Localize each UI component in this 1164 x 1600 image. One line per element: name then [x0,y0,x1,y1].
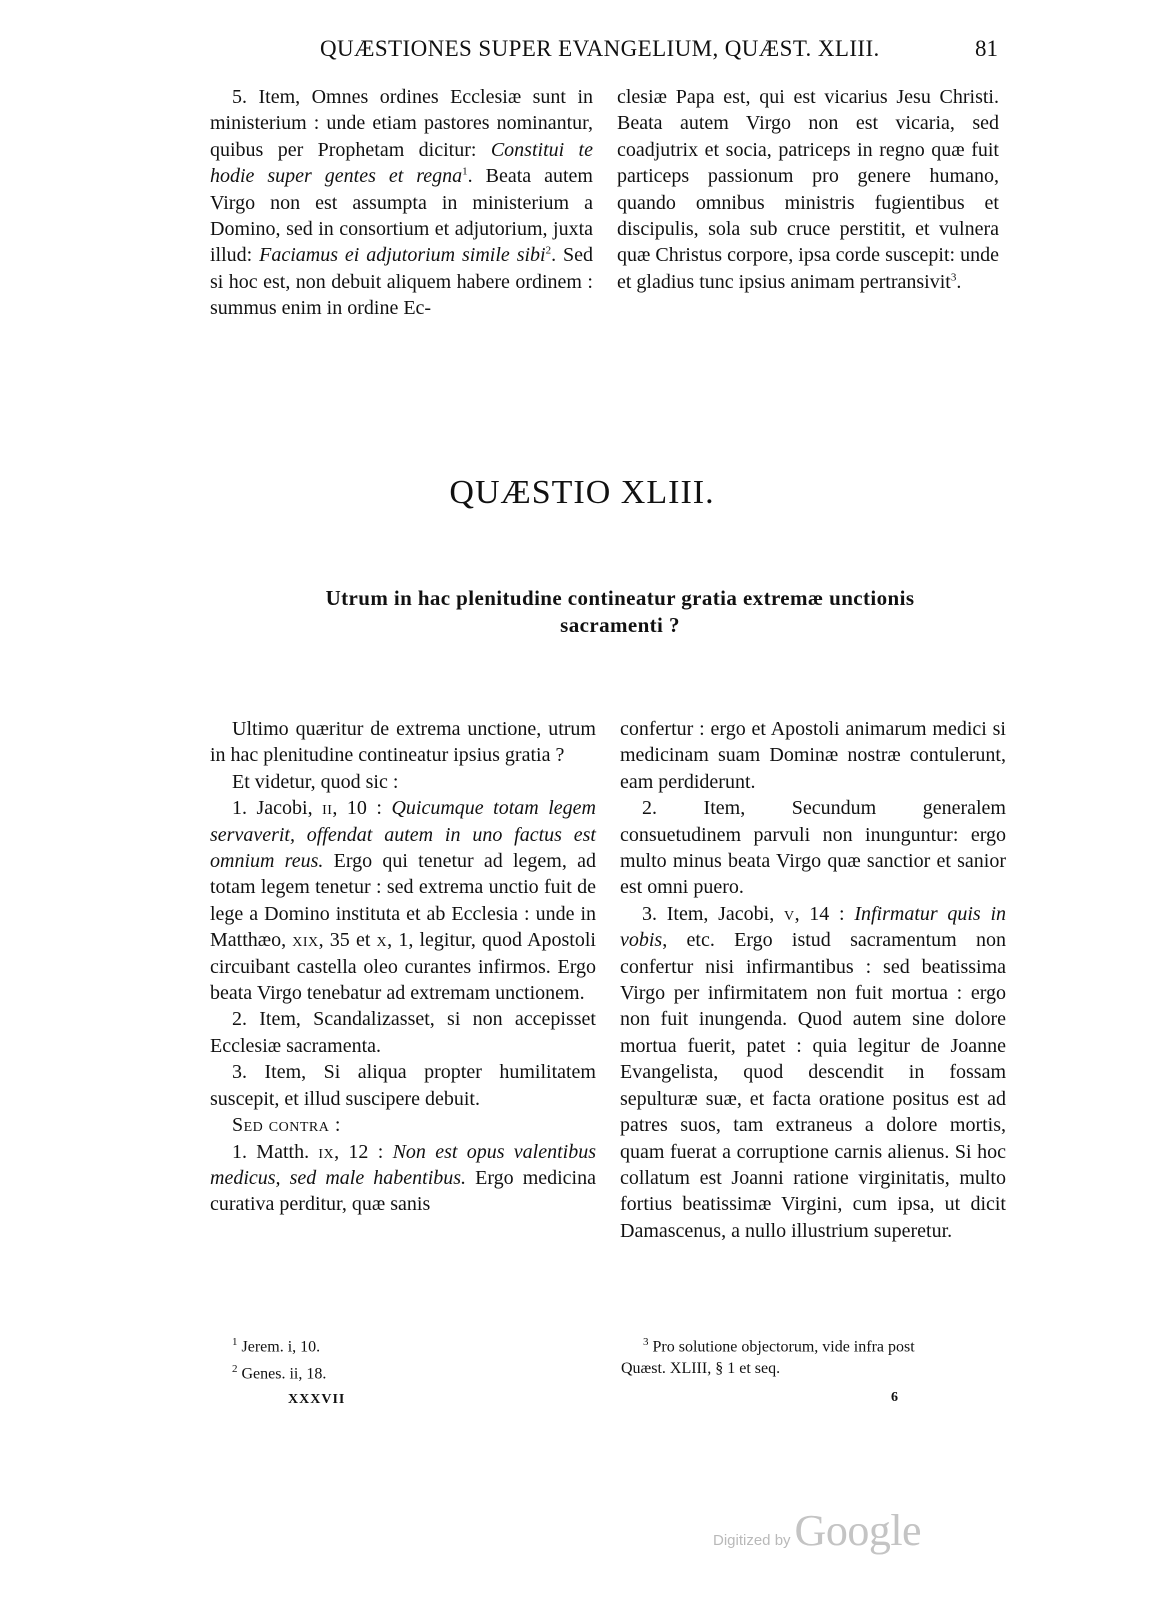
footnotes-left [232,1331,572,1386]
top-left-column [210,84,593,322]
paragraph: Et videtur, quod sic : [232,770,399,793]
signature-mark: XXXVII [288,1392,346,1407]
paragraph: clesiæ Papa est, qui est vicarius Jesu Christi. Beata autem Virgo non est vicaria, sed coadjutrix et socia, patriceps in regno quæ fuit particeps passionum pro genere humano, quando omnibus ministris fugientibus et discipulis, sola sub cruce perstitit, et vulnera quæ Christus corpore, ipsa corde suscepit: unde et gladius tunc ipsius animam pertransivit$^3$. [617,86,999,293]
footnotes-right [621,1331,1023,1380]
paragraph: Ultimo quæritur de extrema unctione, utrum in hac plenitudine contineatur ipsius gratia ? [210,718,596,767]
sed-contra-heading: Sed contra : [232,1114,341,1137]
paragraph: 1. Matth. ix, 12 : Non est opus valentibus medicus, sed male habentibus. Ergo medicina curativa perditur, quæ sanis [210,1140,596,1216]
paragraph: 2. Item, Secundum generalem consuetudinem parvuli non inunguntur: ergo multo minus beata Virgo quæ sanctior et sanior est omni puero. [620,797,1006,899]
google-logo: Google [794,1506,922,1555]
footnote-ref: 3 [950,271,957,284]
footnote: $^1$ Jerem. i, 10. [232,1336,321,1356]
paragraph: 3. Item, Si aliqua propter humilitatem suscepit, et illud suscipere debuit. [210,1061,596,1110]
footnote-ref: 1 [462,165,468,178]
page-number: 81 [975,36,998,61]
footnote: $^2$ Genes. ii, 18. [232,1363,327,1383]
body-left-column [210,716,596,1218]
paragraph: 2. Item, Scandalizasset, si non accepisset Ecclesiæ sacramenta. [210,1008,596,1057]
body-right-column [620,716,1006,1244]
google-watermark: Digitized by Google [713,1506,922,1555]
signature-number: 6 [891,1390,899,1405]
footnote: $^3$ Pro solutione objectorum, vide infra post [643,1336,915,1356]
footnote-ref: 2 [545,244,552,257]
paragraph: 5. Item, Omnes ordines Ecclesiæ sunt in ministerium : unde etiam pastores nominantur, quibus per Prophetam dicitur: Constitui te hodie super gentes et regna$^1$. Beata autem Virgo non est assumpta in ministerium a Domino, sed in consortium et adjutorium, juxta illud: Faciamus ei adjutorium simile sibi$^2$. Sed si hoc est, non debuit aliquem habere ordinem : summus enim in ordine Ec- [210,86,593,320]
footnote: Quæst. XLIII, § 1 et seq. [621,1360,781,1378]
running-title: QUÆSTIONES SUPER EVANGELIUM, QUÆST. XLIII. [320,36,880,61]
question-subtitle: Utrum in hac plenitudine contineatur gratia extremæ unctionis sacramenti ? [325,586,915,637]
paragraph: 3. Item, Jacobi, v, 14 : Infirmatur quis in vobis, etc. Ergo istud sacramentum non confertur nisi infirmantibus : sed beatissima Virgo per infirmitatem non fuit mortua : ergo non fuit inungenda. Quod autem sine dolore mortua fuerit, patet : quia legitur de Joanne Evangelista, quod descendit in fossam sepulturæ suæ, et facta oratione positus est ad patres suos, tam extraneus a dolore mortis, quam fuerat a corruptione carnis alienus. Si hoc collatum est Joanni ratione virginitatis, multo fortius beatissimæ Virgini, cum ipsa, ut dicit Damascenus, a nullo illustrium superetur. [620,902,1007,1242]
paragraph: confertur : ergo et Apostoli animarum medici si medicinam suam Dominæ nostræ contulerunt, eam perdiderunt. [620,718,1006,793]
question-title: QUÆSTIO XLIII. [449,474,715,511]
top-right-column [617,84,999,295]
paragraph: 1. Jacobi, ii, 10 : Quicumque totam legem servaverit, offendat autem in uno factus est omnium reus. Ergo qui tenetur ad legem, ad totam legem tenetur : sed extrema unctio fuit de lege a Domino instituta et ab Ecclesia : unde in Matthæo, xix, 35 et x, 1, legitur, quod Apostoli circuibant castella oleo curantes infirmos. Ergo beata Virgo tenebatur ad extremam unctionem. [210,797,596,1005]
